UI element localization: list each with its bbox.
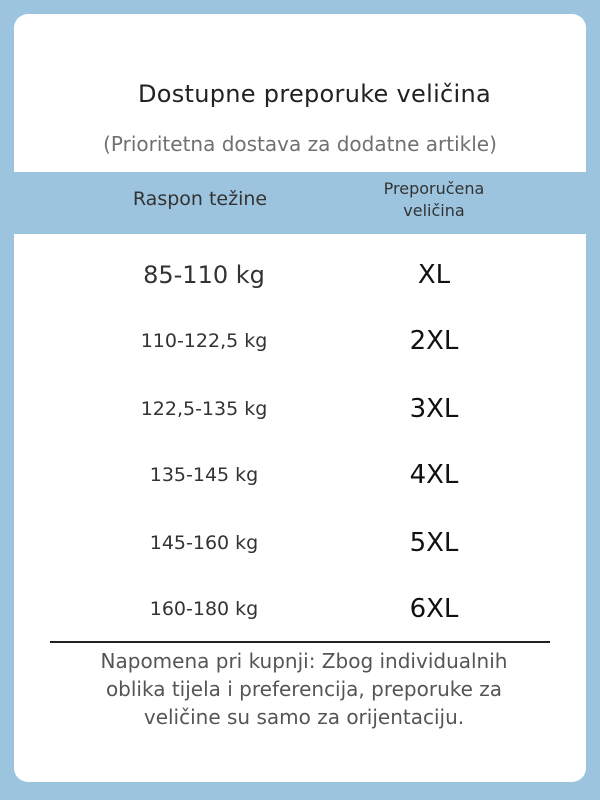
table-row (14, 250, 586, 300)
column-header-weight: Raspon težine (132, 188, 268, 210)
note-line-2: oblika tijela i preferencija, preporuke za (105, 677, 503, 701)
weight-cell: 135-145 kg (149, 464, 259, 486)
size-cell: XL (417, 260, 451, 290)
purchase-note (44, 647, 564, 731)
weight-cell: 160-180 kg (149, 598, 259, 620)
table-row (14, 584, 586, 634)
size-cell: 6XL (409, 594, 459, 624)
column-header-size-line2: veličina (403, 201, 465, 220)
column-header-size-line1: Preporučena (383, 179, 485, 198)
note-line-1: Napomena pri kupnji: Zbog individualnih (100, 649, 508, 673)
weight-cell: 110-122,5 kg (140, 330, 268, 352)
weight-cell: 122,5-135 kg (140, 398, 268, 420)
page-subtitle: (Prioritetna dostava za dodatne artikle) (103, 132, 497, 156)
weight-cell: 85-110 kg (143, 261, 265, 289)
table-row (14, 450, 586, 500)
page-title: Dostupne preporuke veličina (137, 80, 492, 108)
weight-cell: 145-160 kg (149, 532, 259, 554)
size-cell: 4XL (409, 460, 459, 490)
size-cell: 5XL (409, 528, 459, 558)
size-guide-card (14, 14, 586, 782)
size-cell: 2XL (409, 326, 459, 356)
divider (50, 641, 550, 643)
table-row (14, 518, 586, 568)
note-line-3: veličine su samo za orijentaciju. (143, 705, 465, 729)
table-row (14, 316, 586, 366)
size-cell: 3XL (409, 394, 459, 424)
table-row (14, 384, 586, 434)
